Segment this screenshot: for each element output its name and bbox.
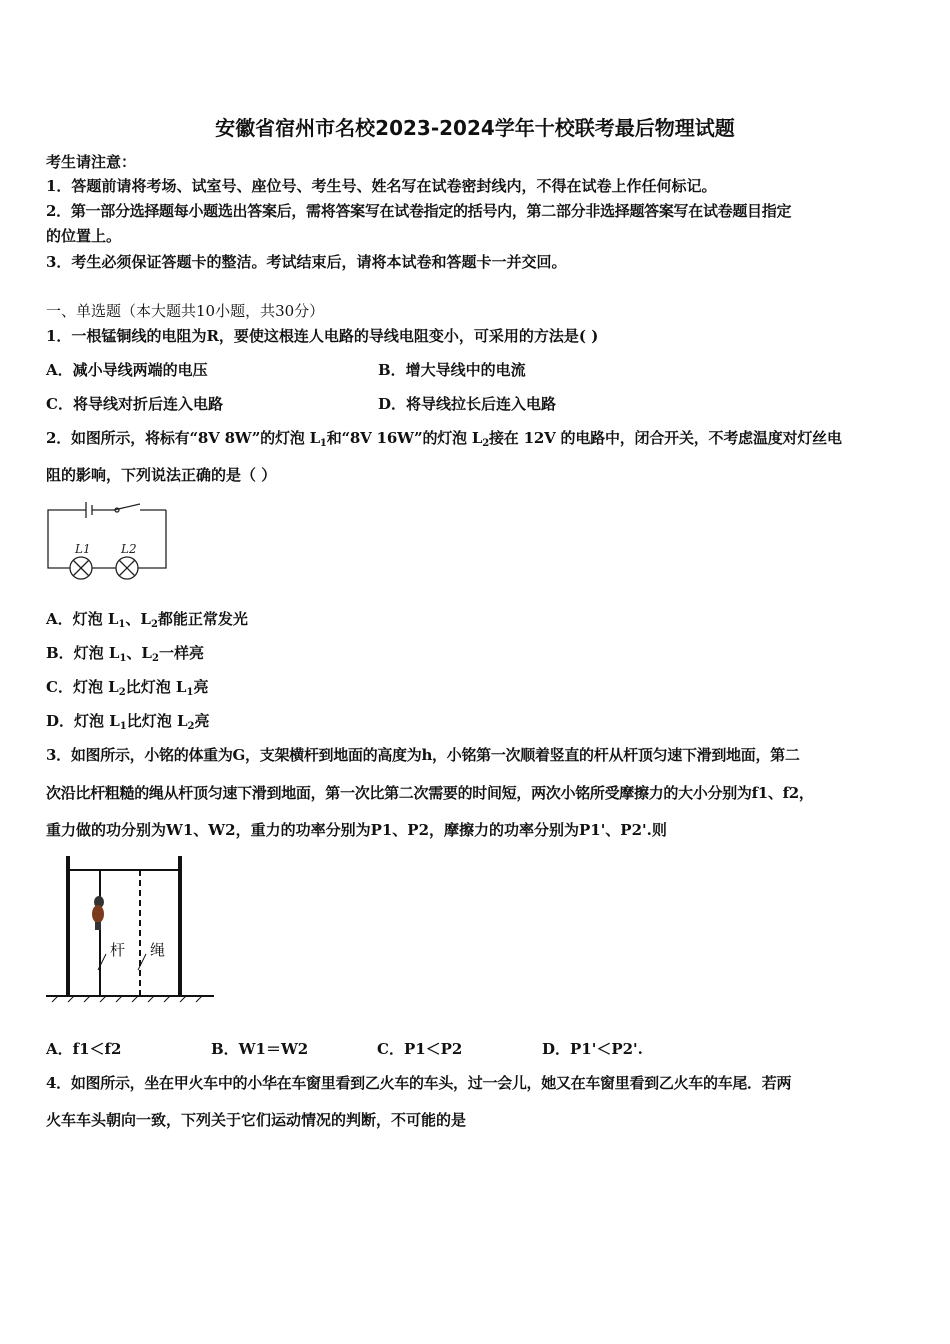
- question-2-stem-line2: 阻的影响，下列说法正确的是（ ）: [46, 466, 277, 484]
- q2-option-a: A．灯泡 $L_1$、$L_2$都能正常发光: [46, 610, 248, 630]
- question-3-stem-line2: 次沿比杆粗糙的绳从杆顶匀速下滑到地面，第一次比第二次需要的时间短，两次小铭所受摩擦力的大小分别为f1、f2，: [46, 784, 814, 802]
- lamp-l2-label: L2: [121, 542, 137, 556]
- notice-heading: 考生请注意：: [46, 153, 137, 171]
- question-4-stem-line2: 火车车头朝向一致，下列关于它们运动情况的判断，不可能的是: [46, 1111, 467, 1129]
- climber-figure: [92, 896, 104, 930]
- circuit-diagram: [40, 498, 175, 584]
- notice-item: 1．答题前请将考场、试室号、座位号、考生号、姓名写在试卷密封线内，不得在试卷上作任何标记。: [46, 177, 717, 195]
- page-title: 安徽省宿州市名校2023-2024学年十校联考最后物理试题: [215, 116, 735, 140]
- question-3-stem: 3．如图所示，小铭的体重为G，支架横杆到地面的高度为h，小铭第一次顺着竖直的杆从杆顶匀速下滑到地面，第二: [46, 746, 800, 764]
- question-3-stem-line3: 重力做的功分别为W1、W2，重力的功率分别为P1、P2，摩擦力的功率分别为P1'、P2'.则: [46, 821, 667, 839]
- q1-option-d: D．将导线拉长后连入电路: [378, 395, 557, 413]
- lamp-l1-label: L1: [75, 542, 91, 556]
- q3-option-a: A．f1＜f2: [46, 1040, 122, 1058]
- q1-option-a: A．减小导线两端的电压: [46, 361, 208, 379]
- q3-option-c: C．P1＜P2: [377, 1040, 463, 1058]
- q3-option-d: D．P1'＜P2'.: [542, 1040, 643, 1058]
- q1-option-b: B．增大导线中的电流: [378, 361, 526, 379]
- rope-label: 绳: [150, 941, 166, 959]
- q2-option-c: C．灯泡 $L_2$比灯泡 $L_1$亮: [46, 678, 209, 698]
- question-2-stem: 2．如图所示，将标有“8V 8W”的灯泡 $L_1$和“8V 16W”的灯泡 $L_2$接在 12V 的电路中，闭合开关，不考虑温度对灯丝电: [46, 429, 842, 449]
- q2-option-d: D．灯泡 $L_1$比灯泡 $L_2$亮: [46, 712, 210, 732]
- q3-option-b: B．W1＝W2: [211, 1040, 309, 1058]
- notice-item: 的位置上。: [46, 227, 122, 245]
- q1-option-c: C．将导线对折后连入电路: [46, 395, 223, 413]
- question-1-stem: 1．一根锰铜线的电阻为R，要使这根连人电路的导线电阻变小，可采用的方法是( ): [46, 327, 599, 345]
- notice-item: 3．考生必须保证答题卡的整洁。考试结束后，请将本试卷和答题卡一并交回。: [46, 253, 567, 271]
- pole-rope-diagram: [44, 852, 216, 1004]
- notice-item: 2．第一部分选择题每小题选出答案后，需将答案写在试卷指定的括号内，第二部分非选择题答案写在试卷题目指定: [46, 202, 792, 220]
- pole-label: 杆: [110, 941, 126, 959]
- q2-option-b: B．灯泡 $L_1$、$L_2$一样亮: [46, 644, 204, 664]
- section-heading: 一、单选题（本大题共10小题，共30分）: [46, 302, 325, 320]
- question-4-stem: 4．如图所示，坐在甲火车中的小华在车窗里看到乙火车的车头，过一会儿，她又在车窗里看到乙火车的车尾．若两: [46, 1074, 792, 1092]
